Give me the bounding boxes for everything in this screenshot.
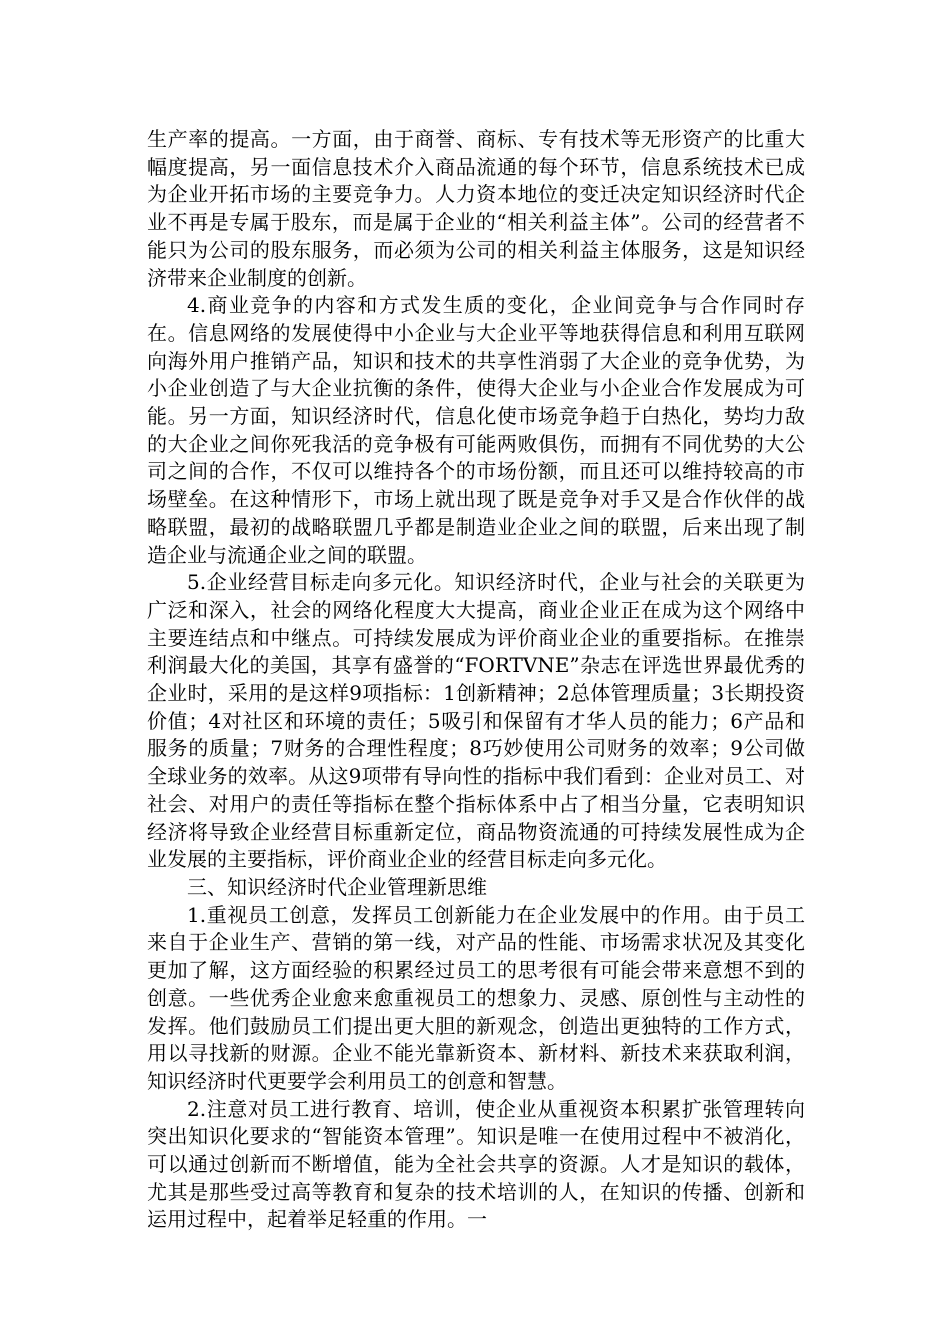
paragraph-new-point-2: 2.注意对员工进行教育、培训，使企业从重视资本积累扩张管理转向突出知识化要求的“智能资本管理”。知识是唯一在使用过程中不被消化，可以通过创新而不断增值，能为全社会共享的资源。人才是知识的载体，尤其是那些受过高等教育和复杂的技术培训的人，在知识的传播、创新和运用过程中，起着举足轻重的作用。一 (147, 1096, 805, 1232)
paragraph-point-5: 5.企业经营目标走向多元化。知识经济时代，企业与社会的关联更为广泛和深入，社会的网络化程度大大提高，商业企业正在成为这个网络中主要连结点和中继点。可持续发展成为评价商业企业的重要指标。在推崇利润最大化的美国，其享有盛誉的“FORTVNE”杂志在评选世界最优秀的企业时，采用的是这样9项指标：1创新精神；2总体管理质量；3长期投资价值；4对社区和环境的责任；5吸引和保留有才华人员的能力；6产品和服务的质量；7财务的合理性程度；8巧妙使用公司财务的效率；9公司做全球业务的效率。从这9项带有导向性的指标中我们看到：企业对员工、对社会、对用户的责任等指标在整个指标体系中占了相当分量，它表明知识经济将导致企业经营目标重新定位，商品物资流通的可持续发展性成为企业发展的主要指标，评价商业企业的经营目标走向多元化。 (147, 570, 805, 872)
paragraph-new-point-1: 1.重视员工创意，发挥员工创新能力在企业发展中的作用。由于员工来自于企业生产、营销的第一线，对产品的性能、市场需求状况及其变化更加了解，这方面经验的积累经过员工的思考很有可能会带来意想不到的创意。一些优秀企业愈来愈重视员工的想象力、灵感、原创性与主动性的发挥。他们鼓励员工们提出更大胆的新观念，创造出更独特的工作方式，用以寻找新的财源。企业不能光靠新资本、新材料、新技术来获取利润，知识经济时代更要学会利用员工的创意和智慧。 (147, 902, 805, 1093)
document-body (147, 126, 805, 1234)
paragraph-continuation: 生产率的提高。一方面，由于商誉、商标、专有技术等无形资产的比重大幅度提高，另一面信息技术介入商品流通的每个环节，信息系统技术已成为企业开拓市场的主要竞争力。人力资本地位的变迁决定知识经济时代企业不再是专属于股东，而是属于企业的“相关利益主体”。公司的经营者不能只为公司的股东服务，而必须为公司的相关利益主体服务，这是知识经济带来企业制度的创新。 (147, 127, 805, 290)
paragraph-point-4: 4.商业竞争的内容和方式发生质的变化，企业间竞争与合作同时存在。信息网络的发展使得中小企业与大企业平等地获得信息和利用互联网向海外用户推销产品，知识和技术的共享性消弱了大企业的竞争优势，为小企业创造了与大企业抗衡的条件，使得大企业与小企业合作发展成为可能。另一方面，知识经济时代，信息化使市场竞争趋于白热化，势均力敌的大企业之间你死我活的竞争极有可能两败俱伤，而拥有不同优势的大公司之间的合作，不仅可以维持各个的市场份额，而且还可以维持较高的市场壁垒。在这种情形下，市场上就出现了既是竞争对手又是合作伙伴的战略联盟，最初的战略联盟几乎都是制造业企业之间的联盟，后来出现了制造企业与流通企业之间的联盟。 (147, 293, 805, 567)
section-heading-3: 三、知识经济时代企业管理新思维 (187, 874, 487, 899)
